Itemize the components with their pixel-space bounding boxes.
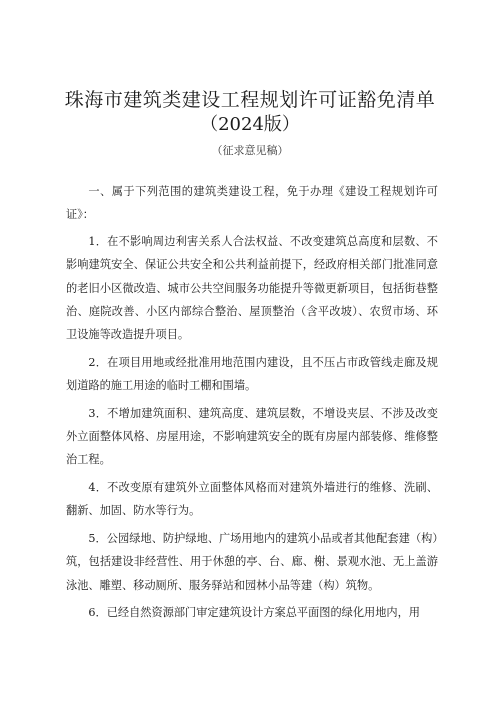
document-edition: （2024版）: [200, 114, 300, 135]
list-item-1: 1．在不影响周边利害关系人合法权益、不改变建筑总高度和层数、不影响建筑安全、保证公共安全和公共利益前提下，经政府相关部门批准同意的老旧小区微改造、城市公共空间服务功能提升等微更新项目，包括街巷整治、庭院改善、小区内部综合整治、屋顶整治（含平改坡）、农贸市场、环卫设施等改造提升项目。: [66, 234, 438, 342]
document-title: 珠海市建筑类建设工程规划许可证豁免清单: [64, 89, 436, 111]
draft-note: （征求意见稿）: [211, 144, 289, 157]
intro-paragraph: 一、属于下列范围的建筑类建设工程，免于办理《建设工程规划许可证》：: [66, 185, 438, 222]
list-item-4: 4．不改变原有建筑外立面整体风格而对建筑外墙进行的维修、洗刷、翻新、加固、防水等行为。: [66, 480, 438, 518]
document-body: [66, 180, 438, 628]
list-item-2: 2．在项目用地或经批准用地范围内建设，且不压占市政管线走廊及规划道路的施工用途的临时工棚和围墙。: [66, 355, 438, 393]
list-item-5: 5．公园绿地、防护绿地、广场用地内的建筑小品或者其他配套建（构）筑，包括建设非经营性、用于休憩的亭、台、廊、榭、景观水池、无上盖游泳池、雕塑、移动厕所、服务驿站和园林小品等建（构）筑物。: [66, 531, 438, 592]
list-item-3: 3．不增加建筑面积、建筑高度、建筑层数，不增设夹层、不涉及改变外立面整体风格、房屋用途，不影响建筑安全的既有房屋内部装修、维修整治工程。: [66, 406, 438, 467]
list-item-6: 6．已经自然资源部门审定建筑设计方案总平面图的绿化用地内，用: [88, 605, 420, 619]
